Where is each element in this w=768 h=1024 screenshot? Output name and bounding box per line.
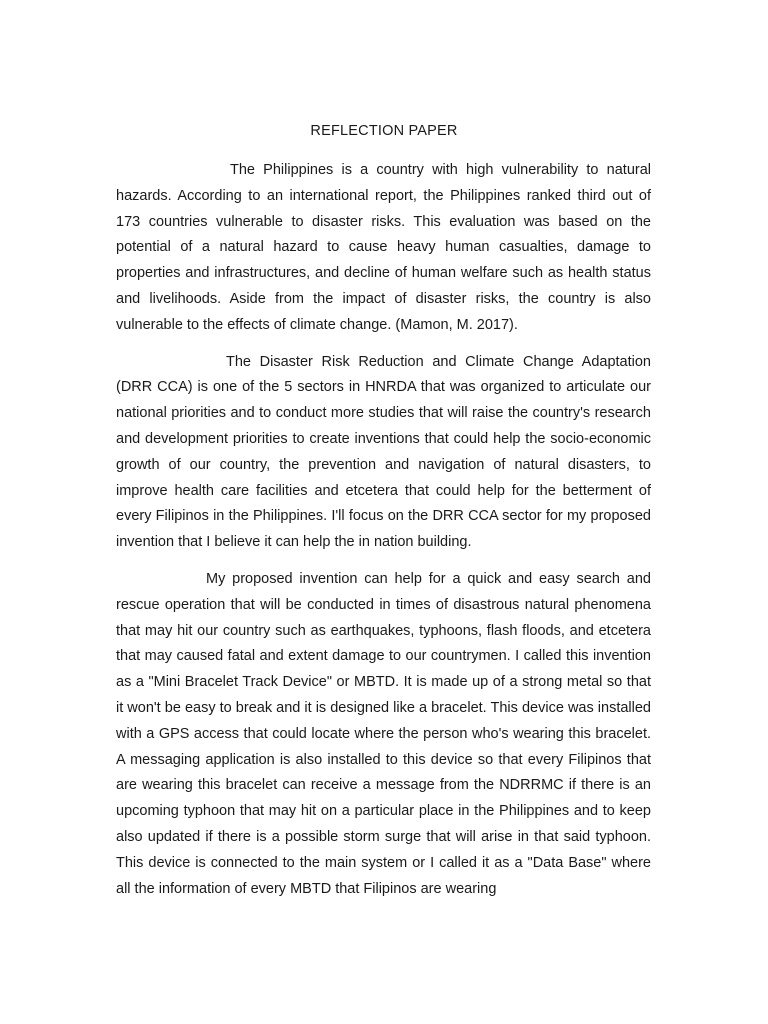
document-body (116, 158, 651, 913)
paragraph-1: The Philippines is a country with high vulnerability to natural hazards. According to an international report, the Philippines ranked third out of 173 countries vulnerable to disaster risks. This evaluation was based on the potential of a natural hazard to cause heavy human casualties, damage to properties and infrastructures, and decline of human welfare such as health status and livelihoods. Aside from the impact of disaster risks, the country is also vulnerable to the effects of climate change. (Mamon, M. 2017). (116, 162, 651, 333)
paragraph-3: My proposed invention can help for a quick and easy search and rescue operation that will be conducted in times of disastrous natural phenomena that may hit our country such as earthquakes, typhoons, flash floods, and etcetera that may caused fatal and extent damage to our countrymen. I called this invention as a "Mini Bracelet Track Device" or MBTD. It is made up of a strong metal so that it won't be easy to break and it is designed like a bracelet. This device was installed with a GPS access that could locate where the person who's wearing this bracelet. A messaging application is also installed to this device so that every Filipinos that are wearing this bracelet can receive a message from the NDRRMC if there is an upcoming typhoon that may hit on a particular place in the Philippines and to keep also updated if there is a possible storm surge that will arise in that said typhoon. This device is connected to the main system or I called it as a "Data Base" where all the information of every MBTD that Filipinos are wearing (116, 570, 651, 897)
paragraph-2: The Disaster Risk Reduction and Climate Change Adaptation (DRR CCA) is one of the 5 sectors in HNRDA that was organized to articulate our national priorities and to conduct more studies that will raise the country's research and development priorities to create inventions that could help the socio-economic growth of our country, the prevention and navigation of natural disasters, to improve health care facilities and etcetera that could help for the betterment of every Filipinos in the Philippines. I'll focus on the DRR CCA sector for my proposed invention that I believe it can help the in nation building. (116, 353, 651, 551)
document-title: REFLECTION PAPER (310, 123, 458, 139)
